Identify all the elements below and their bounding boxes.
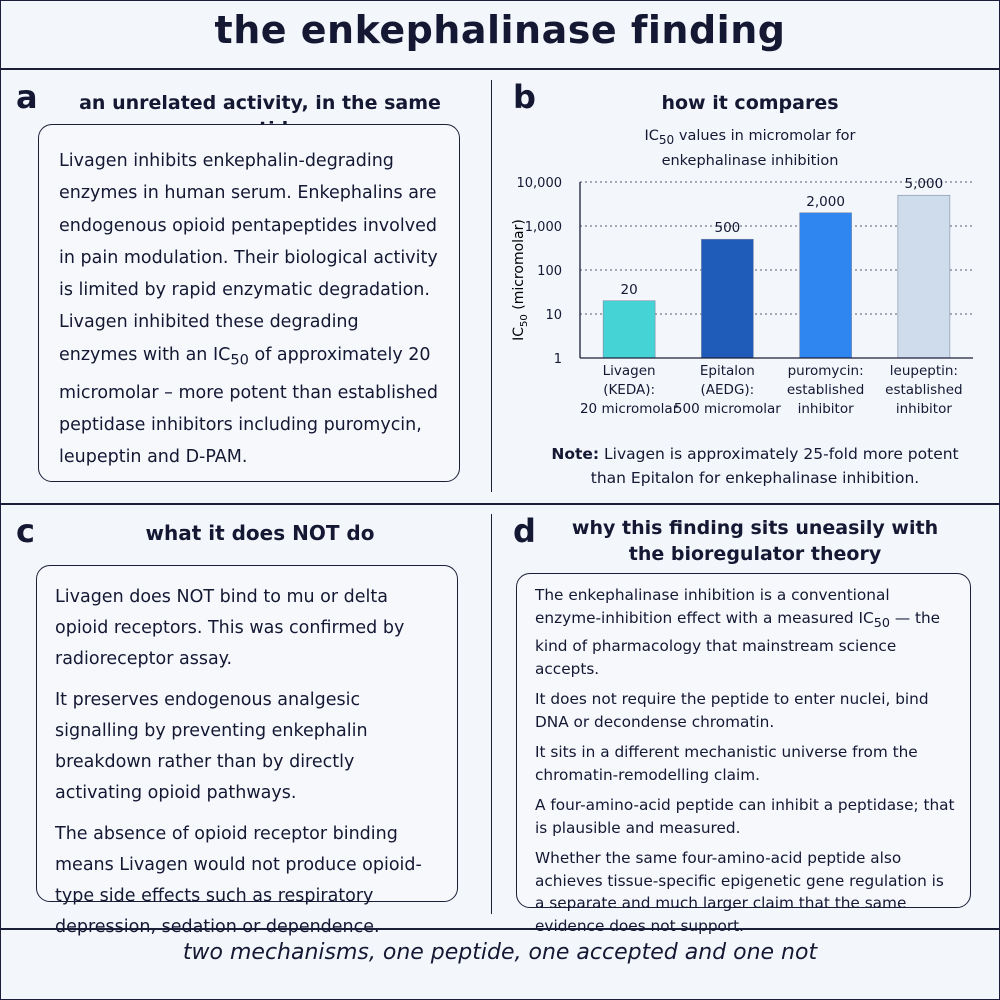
note-label: Note: [551,445,600,463]
bar [701,239,753,358]
bar-value-label: 2,000 [806,193,845,210]
divider-vertical-top [491,80,492,492]
y-tick-label: 10,000 [516,176,562,191]
bar-value-label: 500 [714,220,741,237]
chart-title-ic: IC [644,128,659,144]
x-category-label: Epitalon [699,363,755,379]
chart-title [540,126,960,172]
chart-title-line2: enkephalinase inhibition [661,152,839,169]
panel-d-heading [545,515,965,567]
bar-value-label: 5,000 [904,176,944,193]
panel-d-paragraph: Whether the same four-amino-acid peptide also achieves tissue-specific epigenetic gene regulation is a separate and much larger claim that the same evidence does not support. [535,849,944,935]
x-category-label: Livagen [602,363,656,379]
bar-value-label: 20 [620,281,638,298]
chart-title-rest: values in micromolar for [674,128,856,144]
chart-value-labels [621,176,944,298]
panel-d-paragraph: It sits in a different mechanistic universe from the chromatin-remodelling claim. [535,743,918,784]
note-line1: Livagen is approximately 25-fold more potent [599,445,959,463]
y-tick-label: 1 [553,352,562,367]
panel-d-ic-sub: 50 [873,615,890,631]
panel-a-letter: a [16,78,38,116]
panel-d-p1-text: The enkephalinase inhibition is a conventional enzyme-inhibition effect with a measured [535,586,890,627]
x-category-label: established [786,382,865,398]
y-tick-label: 10 [545,308,562,323]
x-category-label: leupeptin: [889,363,958,379]
panel-d-ic: IC [858,608,874,627]
chart-title-sub: 50 [658,132,675,147]
panel-d-p1-text-end: — the kind of pharmacology that mainstream science accepts. [535,608,941,678]
x-category-label: 20 micromolar [579,401,679,417]
y-tick-label: 100 [537,264,562,279]
footer-caption: two mechanisms, one peptide, one accepted and one not [182,940,818,965]
panel-d-textbox [516,573,971,935]
chart-x-labels [580,363,963,417]
divider-vertical-bottom [491,514,492,914]
panel-c-textbox [36,565,458,937]
page-title: the enkephalinase finding [214,8,786,52]
divider-top [0,68,1000,70]
panel-a-body-text-end: of approximately 20 micromolar – more potent than established peptidase inhibitors including puromycin, leupeptin and D-PAM. [59,344,439,468]
y-tick-label: 1,000 [524,220,562,235]
ic-label: IC [212,344,231,365]
panel-d-letter: d [513,512,536,550]
bar [603,301,655,358]
panel-a-body-text: Livagen inhibits enkephalin-degrading enzymes in human serum. Enkephalins are endogenous opioid pentapeptides involved in pain modulation. Their biological activity is limited by rapid enzymatic degradation. Livagen inhibited these degrading enzymes with an [59,151,438,365]
ic50-bar-chart [495,170,995,440]
x-category-label: established [885,382,963,398]
chart-note [520,442,990,490]
x-category-label: (KEDA): [603,382,656,398]
panel-d-heading-line2: the bioregulator theory [628,543,882,565]
x-category-label: inhibitor [895,401,952,417]
chart-bars [603,195,950,358]
panel-d-paragraph: It does not require the peptide to enter nuclei, bind DNA or decondense chromatin. [535,690,929,731]
panel-d-heading-line1: why this finding sits uneasily with [571,517,939,539]
divider-middle [0,503,1000,505]
panel-c-paragraph: It preserves endogenous analgesic signalling by preventing enkephalin breakdown rather than by directly activating opioid pathways. [55,690,368,803]
panel-c-letter: c [16,512,35,550]
x-category-label: inhibitor [797,401,854,417]
x-category-label: (AEDG): [700,382,755,398]
panel-c-heading: what it does NOT do [145,521,375,545]
panel-d-paragraph: A four-amino-acid peptide can inhibit a peptidase; that is plausible and measured. [535,796,955,837]
bar [800,213,852,358]
x-category-label: puromycin: [787,363,864,379]
x-category-label: 500 micromolar [673,401,781,417]
chart-y-axis-label: $IC_{50}$ (micromolar) [511,219,530,341]
panel-a-body [59,145,441,473]
panel-b-letter: b [513,78,536,116]
bar [898,195,950,358]
panel-c-paragraph: Livagen does NOT bind to mu or delta opioid receptors. This was confirmed by radioreceptor assay. [55,587,405,669]
panel-d-paragraph [535,584,958,680]
ic-subscript: 50 [230,351,249,369]
note-line2: than Epitalon for enkephalinase inhibition. [590,469,920,487]
panel-b-heading: how it compares [661,92,839,114]
panel-a-textbox [38,124,460,482]
panel-a-heading: an unrelated activity, in the same [79,92,441,114]
panel-c-paragraph: The absence of opioid receptor binding means Livagen would not produce opioid-type side effects such as respiratory depression, sedation or dependence. [55,824,422,937]
